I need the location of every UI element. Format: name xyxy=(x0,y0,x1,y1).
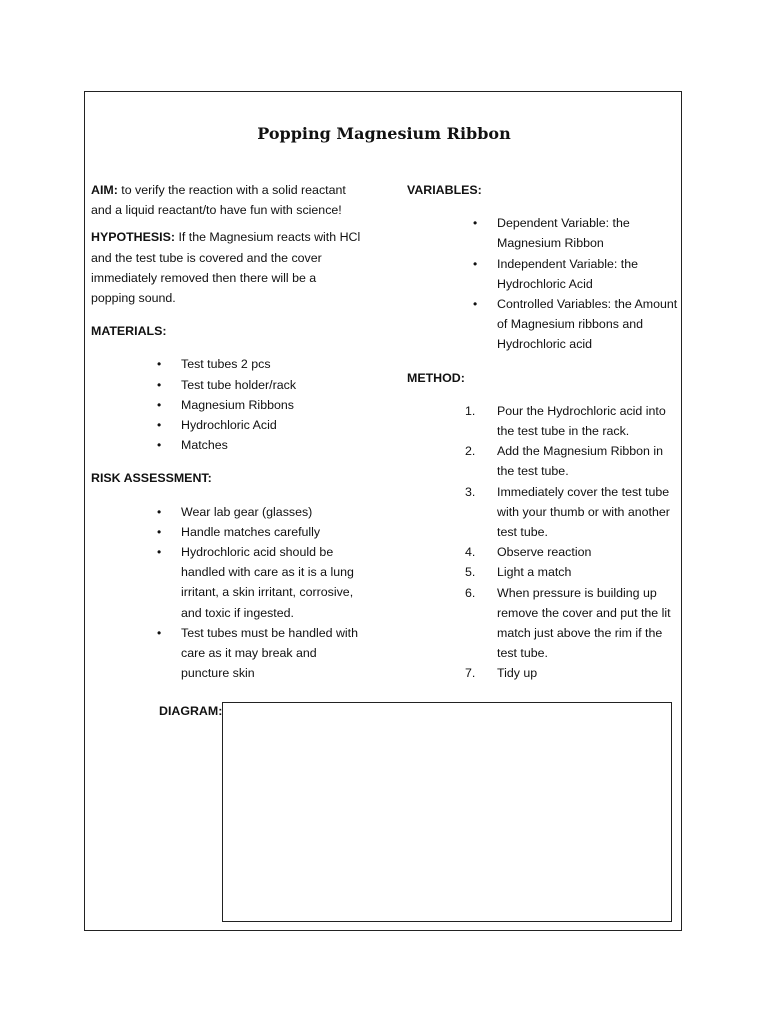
aim-section xyxy=(91,180,363,220)
variables-list xyxy=(407,213,682,354)
step-number: 4. xyxy=(465,545,476,560)
bullet-icon: • xyxy=(157,377,162,392)
list-item: 7. Tidy up xyxy=(497,663,682,683)
list-item: • Test tubes 2 pcs xyxy=(181,354,363,374)
list-item: 4. Observe reaction xyxy=(497,542,682,562)
list-item: • Independent Variable: the Hydrochloric Acid xyxy=(497,254,682,294)
list-item: • Handle matches carefully xyxy=(181,522,363,542)
document-title: Popping Magnesium Ribbon xyxy=(257,124,511,143)
bullet-icon: • xyxy=(157,357,162,372)
bullet-icon: • xyxy=(157,397,162,412)
list-item: • Controlled Variables: the Amount of Magnesium ribbons and Hydrochloric acid xyxy=(497,294,682,355)
variables-heading: VARIABLES: xyxy=(407,183,482,197)
list-item: • Test tube holder/rack xyxy=(181,375,363,395)
method-list xyxy=(407,401,682,684)
left-column xyxy=(91,180,363,695)
list-item: 5. Light a match xyxy=(497,562,682,582)
diagram-label: DIAGRAM: xyxy=(159,704,223,718)
materials-heading: MATERIALS: xyxy=(91,324,167,339)
bullet-icon: • xyxy=(473,216,478,231)
bullet-icon: • xyxy=(157,545,162,560)
bullet-icon: • xyxy=(157,418,162,433)
bullet-icon: • xyxy=(157,625,162,640)
step-number: 3. xyxy=(465,484,476,499)
step-number: 6. xyxy=(465,585,476,600)
bullet-icon: • xyxy=(157,504,162,519)
bullet-icon: • xyxy=(473,256,478,271)
materials-list xyxy=(91,354,363,455)
list-item: • Magnesium Ribbons xyxy=(181,395,363,415)
hypothesis-section xyxy=(91,227,363,308)
bullet-icon: • xyxy=(473,297,478,312)
list-item: • Matches xyxy=(181,435,363,455)
diagram-box xyxy=(222,702,672,922)
step-number: 2. xyxy=(465,444,476,459)
step-number: 7. xyxy=(465,666,476,681)
list-item: • Test tubes must be handled with care as it may break and puncture skin xyxy=(181,623,363,684)
risk-assessment-heading: RISK ASSESSMENT: xyxy=(91,471,212,486)
step-number: 1. xyxy=(465,403,476,418)
risk-list xyxy=(91,502,363,684)
method-heading: METHOD: xyxy=(407,370,465,385)
hypothesis-text: If the Magnesium reacts with HCl and the test tube is covered and the cover immediately removed then there will be a popping sound. xyxy=(91,230,361,306)
bullet-icon: • xyxy=(157,438,162,453)
step-number: 5. xyxy=(465,565,476,580)
aim-text: to verify the reaction with a solid reactant and a liquid reactant/to have fun with science! xyxy=(91,183,346,218)
list-item: 6. When pressure is building up remove the cover and put the lit match just above the rim if the test tube. xyxy=(497,583,682,664)
list-item: 3. Immediately cover the test tube with your thumb or with another test tube. xyxy=(497,482,682,543)
right-column xyxy=(407,180,682,696)
list-item: • Hydrochloric acid should be handled with care as it is a lung irritant, a skin irritant, corrosive, and toxic if ingested. xyxy=(181,542,363,623)
list-item: 2. Add the Magnesium Ribbon in the test tube. xyxy=(497,441,682,481)
hypothesis-label: HYPOTHESIS: xyxy=(91,230,175,245)
list-item: • Hydrochloric Acid xyxy=(181,415,363,435)
list-item: • Dependent Variable: the Magnesium Ribbon xyxy=(497,213,682,253)
bullet-icon: • xyxy=(157,524,162,539)
list-item: 1. Pour the Hydrochloric acid into the test tube in the rack. xyxy=(497,401,682,441)
aim-label: AIM: xyxy=(91,183,118,197)
list-item: • Wear lab gear (glasses) xyxy=(181,502,363,522)
